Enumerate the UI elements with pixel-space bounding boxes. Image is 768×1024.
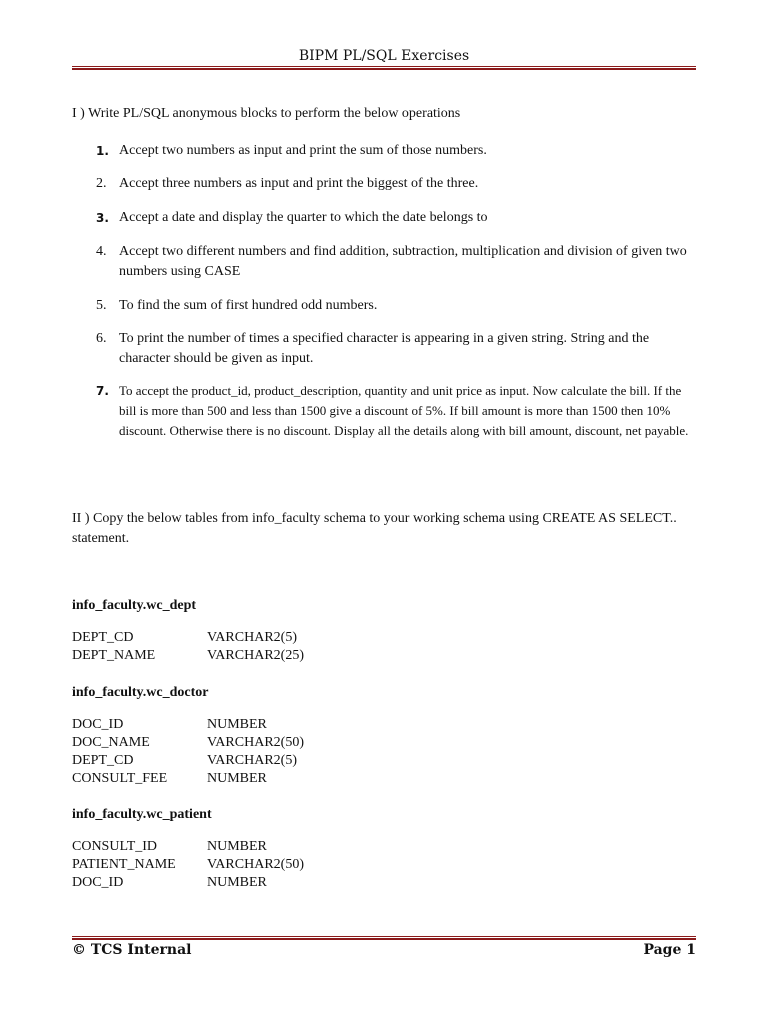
- column-type: NUMBER: [207, 839, 267, 854]
- item-number: 4.: [96, 244, 107, 259]
- column-name: DOC_NAME: [72, 735, 150, 750]
- item-text: To print the number of times a specified character is appearing in a given string. String and the character should be given as input.: [119, 331, 650, 366]
- column-type: VARCHAR2(5): [207, 753, 297, 768]
- column-type: VARCHAR2(50): [207, 857, 304, 872]
- footer-rule: [72, 936, 696, 940]
- footer-copyright: © TCS Internal: [72, 942, 192, 958]
- column-name: DEPT_CD: [72, 630, 134, 645]
- item-text: Accept two different numbers and find addition, subtraction, multiplication and division of given two numbers using CASE: [119, 244, 687, 279]
- item-number: 6.: [96, 331, 107, 346]
- exercise-item: [96, 208, 696, 228]
- exercise-item: [96, 141, 696, 161]
- exercise-item: [96, 381, 696, 441]
- column-name: CONSULT_ID: [72, 839, 158, 854]
- item-text: To accept the product_id, product_description, quantity and unit price as input. Now calculate the bill. If the bill is more than 500 and less than 1500 give a discount of 5%. If bill amount is more than 1500 then 10% discount. Otherwise there is no discount. Display all the details along with bill amount, discount, net payable.: [119, 383, 689, 438]
- section2-intro: II ) Copy the below tables from info_faculty schema to your working schema using CREATE AS SELECT.. statement.: [72, 511, 677, 546]
- column-type: VARCHAR2(50): [207, 735, 304, 750]
- column-name: DEPT_CD: [72, 753, 134, 768]
- column-type: NUMBER: [207, 875, 267, 890]
- exercise-item: [96, 174, 696, 194]
- column-name: DEPT_NAME: [72, 648, 156, 663]
- column-type: VARCHAR2(25): [207, 648, 304, 663]
- header-rule: [72, 66, 696, 70]
- item-text: Accept a date and display the quarter to which the date belongs to: [119, 210, 488, 225]
- section1-intro: I ) Write PL/SQL anonymous blocks to perform the below operations: [72, 106, 461, 121]
- item-number: 3.: [96, 211, 109, 225]
- exercise-item: [96, 329, 696, 369]
- column-name: DOC_ID: [72, 875, 124, 890]
- item-number: 5.: [96, 298, 107, 313]
- header-title: BIPM PL/SQL Exercises: [298, 48, 470, 64]
- column-type: NUMBER: [207, 771, 267, 786]
- item-text: To find the sum of first hundred odd numbers.: [119, 298, 378, 313]
- column-type: VARCHAR2(5): [207, 630, 297, 645]
- item-number: 2.: [96, 176, 107, 191]
- table-title: info_faculty.wc_doctor: [72, 685, 209, 700]
- item-text: Accept three numbers as input and print the biggest of the three.: [119, 176, 479, 191]
- column-name: DOC_ID: [72, 717, 124, 732]
- column-name: PATIENT_NAME: [72, 857, 176, 872]
- column-type: NUMBER: [207, 717, 267, 732]
- item-number: 7.: [96, 384, 109, 398]
- table-title: info_faculty.wc_dept: [72, 598, 197, 613]
- column-name: CONSULT_FEE: [72, 771, 168, 786]
- item-text: Accept two numbers as input and print the sum of those numbers.: [119, 143, 487, 158]
- footer-page-number: Page 1: [643, 942, 696, 958]
- exercise-item: [96, 296, 696, 316]
- item-number: 1.: [96, 144, 109, 158]
- table-title: info_faculty.wc_patient: [72, 807, 212, 822]
- exercise-item: [96, 242, 696, 282]
